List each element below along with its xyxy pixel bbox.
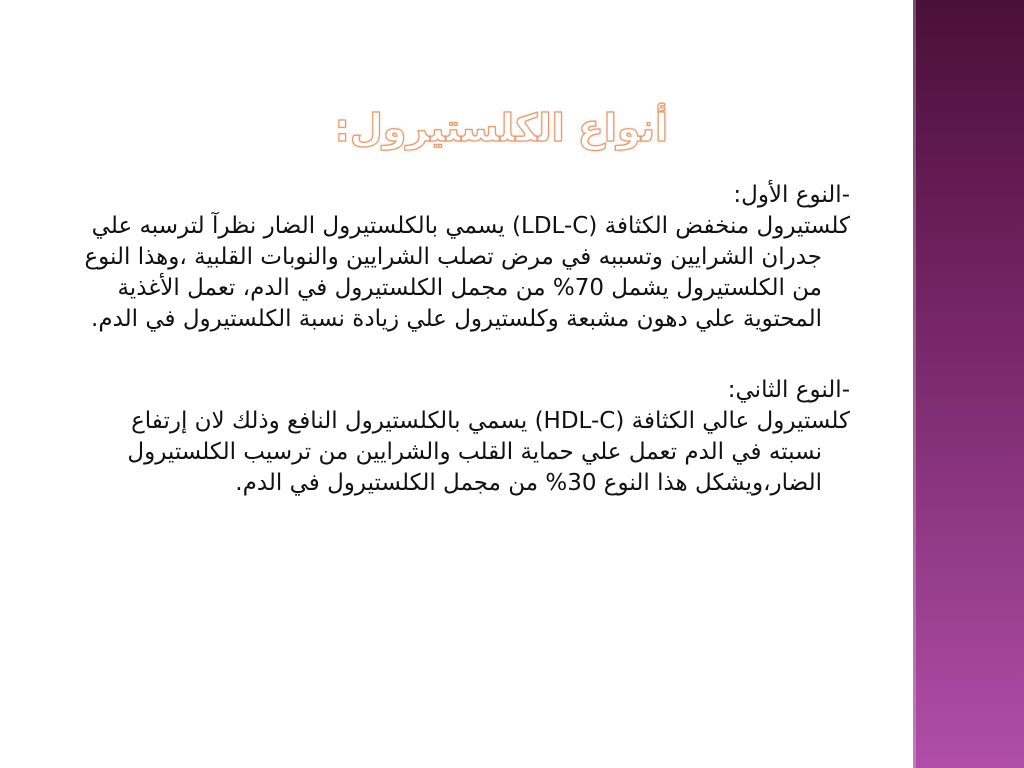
slide-title: أنواع الكلستيرول:: [334, 106, 668, 150]
slide-body: [80, 180, 850, 499]
section-spacer: [80, 335, 850, 375]
section-heading-second: -النوع الثاني:: [727, 377, 850, 403]
paragraph-text: كلستيرول منخفض الكثافة (LDL-C) يسمي بالكلستيرول الضار نظرآ لترسبه علي جدران الشرايين وتسببه في مرض تصلب الشرايين والنوبات القلبية ،وهذا النوع من الكلستيرول يشمل 70% من مجمل الكلستيرول في الدم، تعمل الأغذية المحتوية علي دهون مشبعة وكلستيرول علي زيادة نسبة الكلستيرول في الدم.: [84, 213, 850, 332]
paragraph-text: كلستيرول عالي الكثافة (HDL-C) يسمي بالكلستيرول النافع وذلك لان إرتفاع نسبته في الدم تعمل علي حماية القلب والشرايين من ترسيب الكلستيرول الضار،ويشكل هذا النوع 30% من مجمل الكلستيرول في الدم.: [127, 408, 850, 496]
section-paragraph-first: [80, 211, 850, 335]
section-paragraph-second: [80, 406, 850, 499]
section-heading-first: -النوع الأول:: [733, 182, 850, 208]
decorative-side-band: [913, 0, 1024, 768]
